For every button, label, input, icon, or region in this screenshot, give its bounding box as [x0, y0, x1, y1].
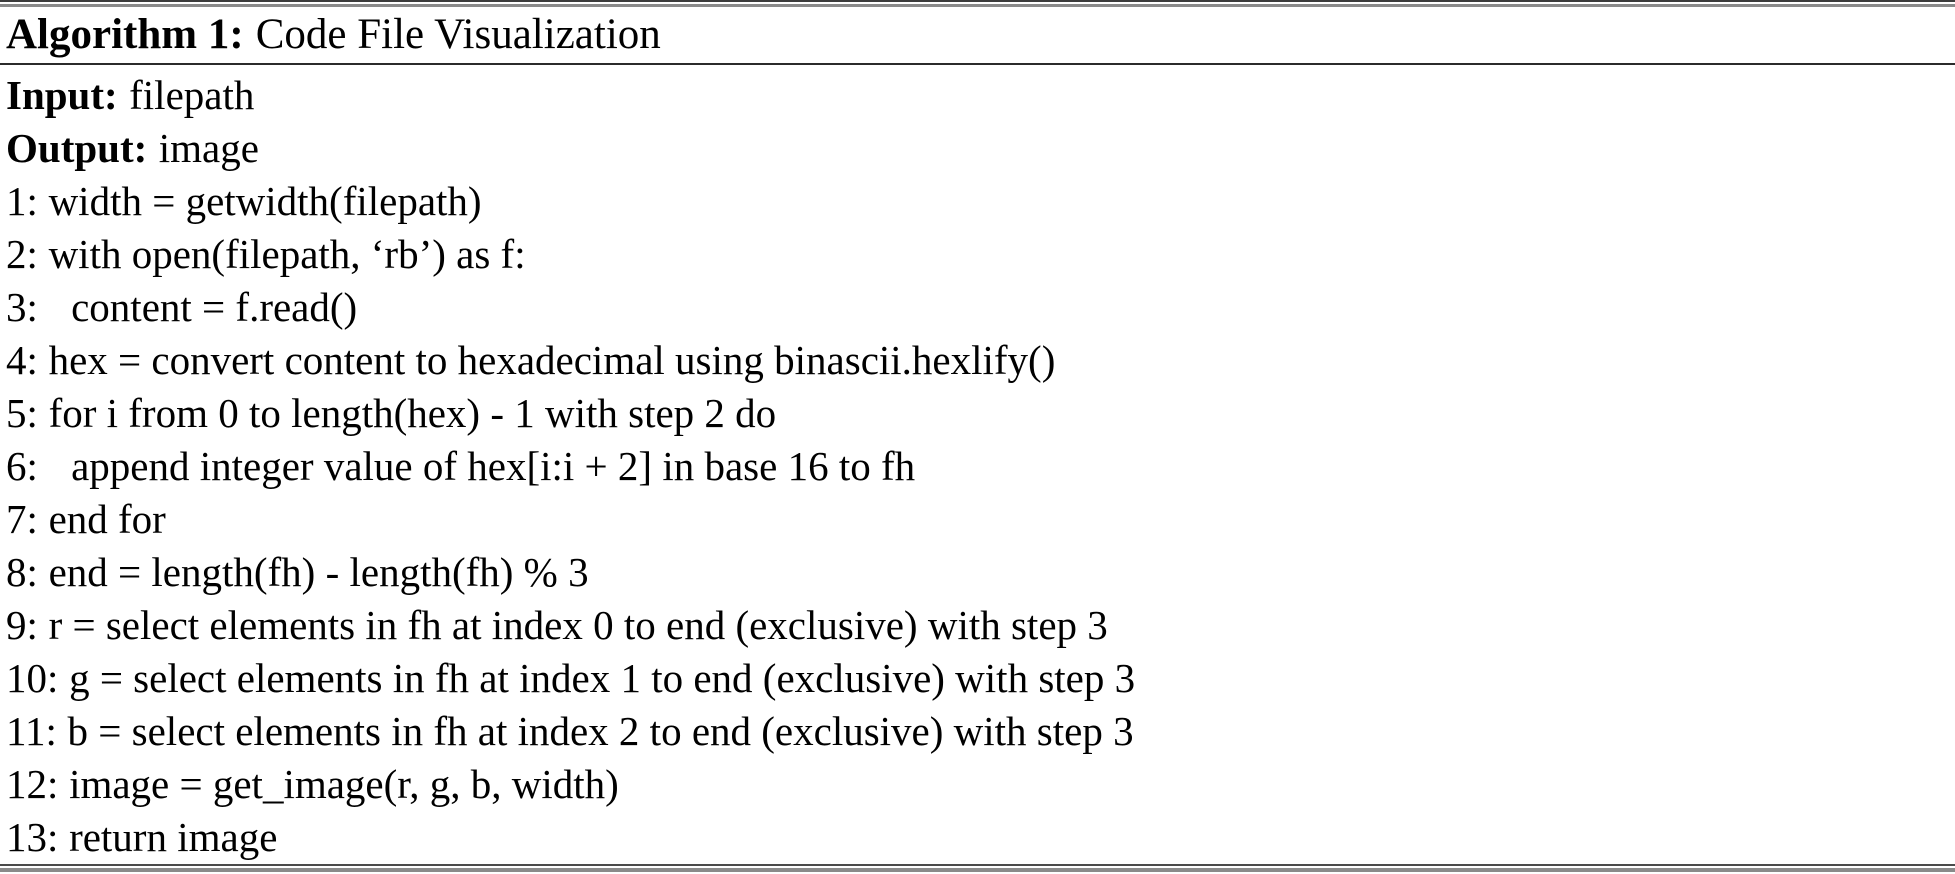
- line-text: end = length(fh) - length(fh) % 3: [48, 549, 589, 595]
- top-rule: [0, 0, 1955, 7]
- line-text: end for: [48, 496, 166, 542]
- line-number: 3:: [6, 284, 38, 330]
- line-text: image = get_image(r, g, b, width): [69, 761, 619, 807]
- line-text: hex = convert content to hexadecimal using binascii.hexlify(): [48, 337, 1056, 383]
- algorithm-line: [6, 705, 1949, 758]
- output-label: Output:: [6, 125, 148, 171]
- input-value: filepath: [129, 72, 255, 118]
- algorithm-line: [6, 758, 1949, 811]
- line-text: b = select elements in fh at index 2 to end (exclusive) with step 3: [67, 708, 1134, 754]
- input-line: [6, 69, 1949, 122]
- algorithm-body: [0, 65, 1955, 864]
- output-value: image: [158, 125, 259, 171]
- algorithm-line: [6, 811, 1949, 864]
- output-line: [6, 122, 1949, 175]
- line-text: r = select elements in fh at index 0 to end (exclusive) with step 3: [48, 602, 1108, 648]
- algorithm-line: [6, 440, 1949, 493]
- algorithm-line: [6, 493, 1949, 546]
- algorithm-line: [6, 652, 1949, 705]
- line-number: 8:: [6, 549, 38, 595]
- line-text: for i from 0 to length(hex) - 1 with step 2 do: [48, 390, 777, 436]
- algorithm-title: Code File Visualization: [255, 11, 661, 58]
- algorithm-line: [6, 334, 1949, 387]
- bottom-rule: [0, 864, 1955, 872]
- algorithm-caption: [0, 7, 1955, 63]
- algorithm-number-label: Algorithm 1:: [6, 11, 244, 58]
- line-number: 1:: [6, 178, 38, 224]
- line-number: 6:: [6, 443, 38, 489]
- line-number: 7:: [6, 496, 38, 542]
- line-text: append integer value of hex[i:i + 2] in base 16 to fh: [71, 443, 916, 489]
- line-number: 9:: [6, 602, 38, 648]
- algorithm-line: [6, 599, 1949, 652]
- line-number: 11:: [6, 708, 57, 754]
- line-text: g = select elements in fh at index 1 to end (exclusive) with step 3: [69, 655, 1136, 701]
- algorithm-line: [6, 175, 1949, 228]
- line-number: 10:: [6, 655, 59, 701]
- line-number: 12:: [6, 761, 59, 807]
- algorithm-line: [6, 546, 1949, 599]
- line-number: 5:: [6, 390, 38, 436]
- line-number: 2:: [6, 231, 38, 277]
- line-text: width = getwidth(filepath): [48, 178, 482, 224]
- algorithm-line: [6, 281, 1949, 334]
- algorithm-line: [6, 387, 1949, 440]
- line-number: 4:: [6, 337, 38, 383]
- algorithm-line: [6, 228, 1949, 281]
- line-text: return image: [69, 814, 278, 860]
- line-text: content = f.read(): [71, 284, 358, 330]
- input-label: Input:: [6, 72, 118, 118]
- line-text: with open(filepath, ‘rb’) as f:: [48, 231, 526, 277]
- line-number: 13:: [6, 814, 59, 860]
